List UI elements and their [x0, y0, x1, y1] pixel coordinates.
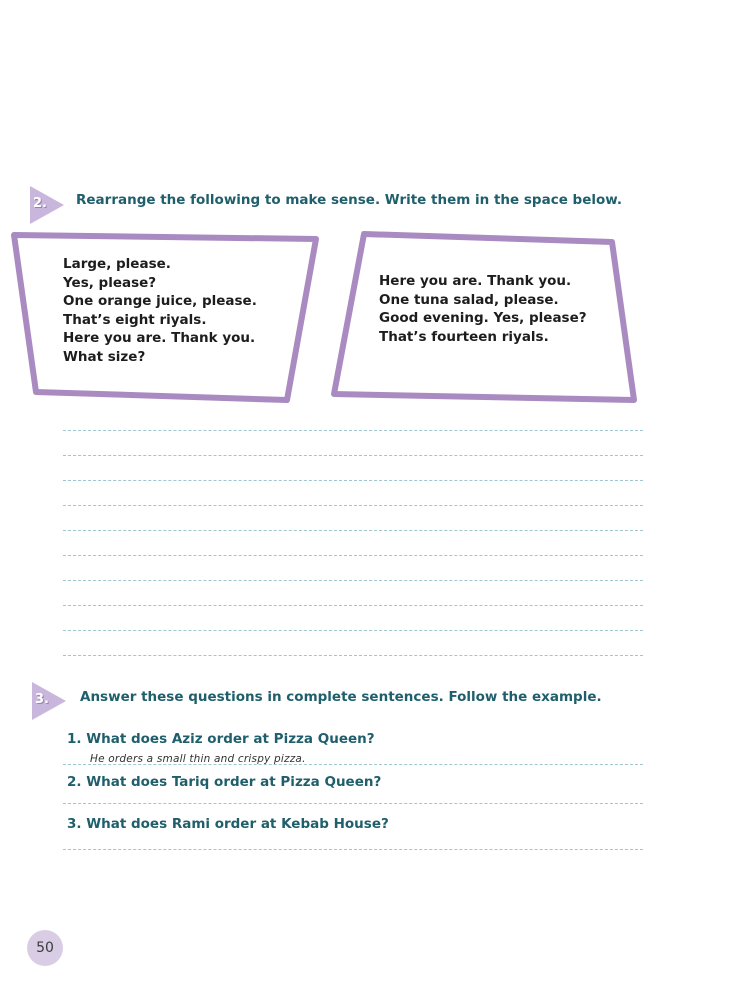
exercise-3-instruction: Answer these questions in complete sentences. Follow the example. [80, 689, 602, 705]
exercise-2-number: 2. [33, 196, 47, 211]
sentence-line: One tuna salad, please. [379, 291, 559, 308]
writing-line[interactable] [63, 530, 643, 531]
box-left-sentences [63, 255, 257, 367]
writing-line[interactable] [63, 555, 643, 556]
sentence-line: Here you are. Thank you. [379, 273, 572, 289]
sentence-line: Here you are. Thank you. [63, 330, 256, 347]
sentence-line: That’s eight riyals. [63, 311, 207, 328]
answer-line-2[interactable] [63, 803, 643, 804]
exercise-2-instruction: Rearrange the following to make sense. Write them in the space below. [76, 192, 623, 208]
question-1: 1. What does Aziz order at Pizza Queen? [67, 731, 375, 747]
question-2: 2. What does Tariq order at Pizza Queen? [67, 774, 382, 790]
writing-line[interactable] [63, 455, 643, 456]
handwritten-answer-1: He orders a small thin and crispy pizza. [90, 753, 306, 765]
exercise-3-number: 3. [35, 692, 49, 707]
writing-line[interactable] [63, 480, 643, 481]
sentence-line: Large, please. [63, 256, 171, 272]
writing-line[interactable] [63, 580, 643, 581]
exercise-3-marker [32, 682, 66, 720]
answer-line-1[interactable] [63, 764, 643, 765]
question-3: 3. What does Rami order at Kebab House? [67, 816, 389, 832]
sentence-line: Good evening. Yes, please? [379, 310, 587, 327]
answer-line-3[interactable] [63, 849, 643, 850]
writing-line[interactable] [63, 505, 643, 506]
box-right-sentences [379, 272, 587, 346]
sentence-line: Yes, please? [63, 274, 157, 291]
sentence-line: What size? [63, 348, 146, 365]
writing-line[interactable] [63, 655, 643, 656]
page-number: 50 [27, 930, 63, 966]
writing-line[interactable] [63, 605, 643, 606]
sentence-line: That’s fourteen riyals. [379, 328, 549, 345]
writing-line[interactable] [63, 430, 643, 431]
writing-line[interactable] [63, 630, 643, 631]
sentence-line: One orange juice, please. [63, 293, 257, 310]
exercise-2-marker [30, 186, 64, 224]
